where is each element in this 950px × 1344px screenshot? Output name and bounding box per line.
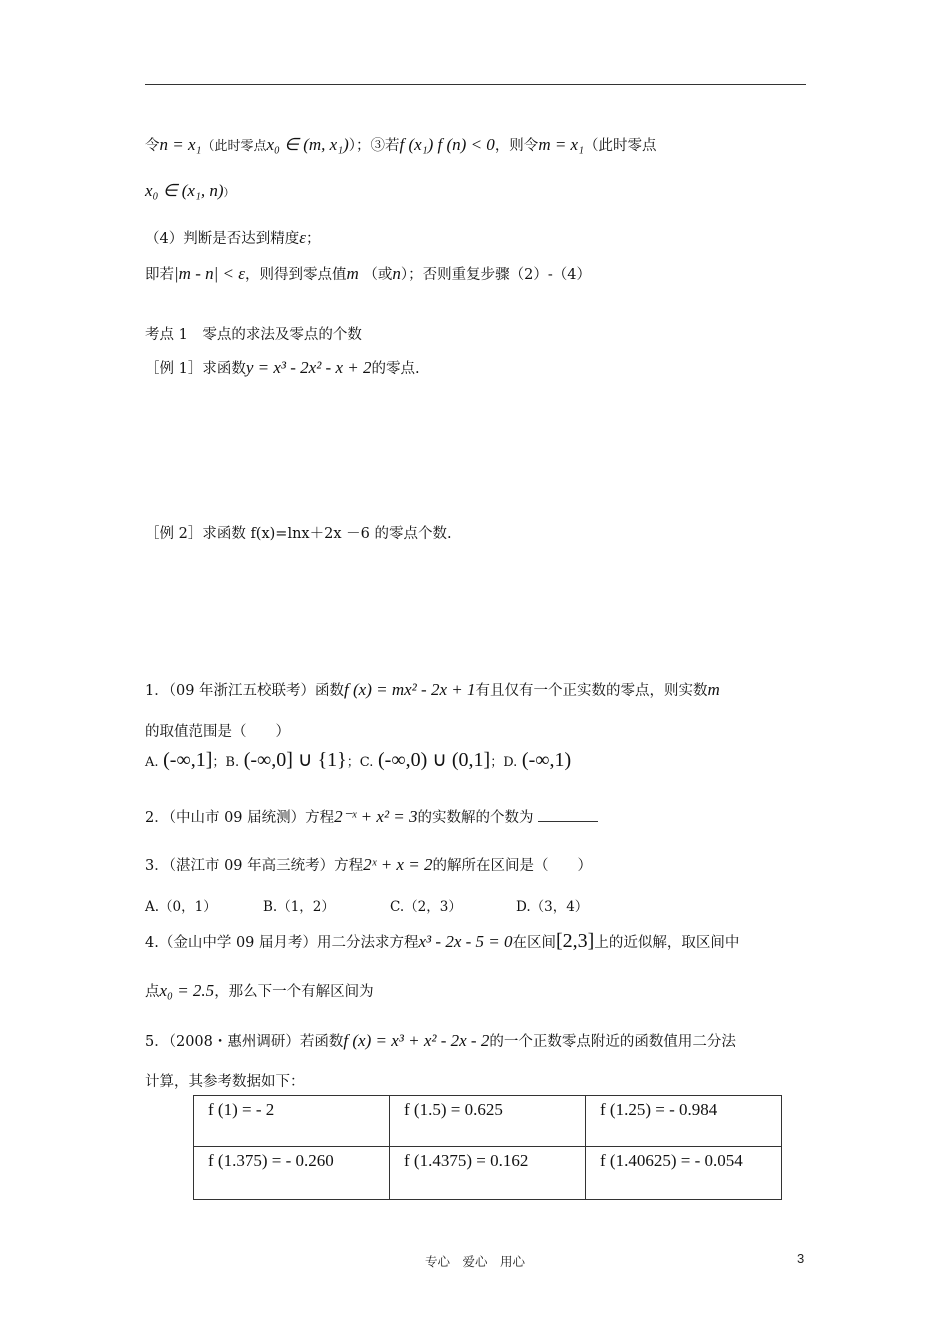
text: ，那么下一个有解区间为 <box>214 984 374 1000</box>
example-1 <box>145 359 420 377</box>
option-d-value: (-∞,1) <box>521 749 572 771</box>
page-footer: 专心 爱心 用心 <box>424 1254 525 1269</box>
question-3-options <box>145 901 588 915</box>
text: 4.（金山中学 09 届月考）用二分法求方程 <box>145 935 419 951</box>
formula-q1: f (x) = mx² - 2x + 1 <box>344 680 476 699</box>
option-a: A.（0，1） <box>145 899 217 915</box>
text: ）；③若 <box>348 138 400 154</box>
text: ，则得到零点值 <box>244 267 347 283</box>
option-a-value: (-∞,1] <box>163 749 213 771</box>
formula-m-eq-x1: m = x₁ <box>538 135 585 154</box>
table-cell: f (1.4375) = 0.162 <box>390 1147 586 1200</box>
option-c: C.（2，3） <box>390 899 462 915</box>
table-cell: f (1.5) = 0.625 <box>390 1096 586 1147</box>
option-label: ；C. <box>346 755 374 770</box>
text: 的实数解的个数为 <box>417 810 534 826</box>
question-1-options <box>145 750 571 770</box>
question-1 <box>145 681 720 699</box>
text: 3．（湛江市 09 年高三统考）方程 <box>145 858 364 874</box>
text: 令 <box>145 138 160 154</box>
bisection-line-2 <box>145 182 235 200</box>
table-row <box>194 1147 782 1200</box>
question-4-line-2 <box>145 982 374 1000</box>
text: 点 <box>145 984 160 1000</box>
table-cell: f (1.25) = - 0.984 <box>586 1096 782 1147</box>
formula-q4: x³ - 2x - 5 = 0 <box>418 932 513 951</box>
option-label: ；D. <box>490 755 518 770</box>
text: 有且仅有一个正实数的零点，则实数 <box>475 683 708 699</box>
text: （或 <box>363 267 393 283</box>
epsilon-symbol: ε <box>299 228 306 247</box>
question-4 <box>145 931 739 951</box>
question-1-line-2: 的取值范围是（ ） <box>145 724 290 740</box>
option-b: B.（1，2） <box>263 899 335 915</box>
question-5-line-2: 计算，其参考数据如下： <box>145 1074 305 1090</box>
text: ，则令 <box>494 138 539 154</box>
text: （此时零点 <box>201 139 267 154</box>
interval: [2,3] <box>556 930 595 952</box>
bisection-step-4 <box>145 229 320 247</box>
m-symbol: m <box>346 264 359 283</box>
formula-product-condition: f (x₁) f (n) < 0 <box>399 135 495 154</box>
formula-example-1: y = x³ - 2x² - x + 2 <box>245 358 372 377</box>
question-2 <box>145 808 598 826</box>
formula-q2: 2⁻ˣ + x² = 3 <box>334 807 418 826</box>
text: ； <box>305 231 321 247</box>
text: 的解所在区间是（ ） <box>432 858 592 874</box>
table-cell: f (1.40625) = - 0.054 <box>586 1147 782 1200</box>
text: 上的近似解，取区间中 <box>594 935 740 951</box>
formula-abs-condition: |m - n| < ε <box>174 264 245 283</box>
table-row <box>194 1096 782 1147</box>
example-2: ［例 2］求函数 f(x)=lnx＋2x －6 的零点个数. <box>145 526 452 542</box>
formula-x0-value: x₀ = 2.5 <box>159 981 215 1000</box>
question-5 <box>145 1032 736 1050</box>
text: 在区间 <box>512 935 556 951</box>
formula-n-eq-x1: n = x₁ <box>159 135 202 154</box>
formula-q3: 2ˣ + x = 2 <box>363 855 433 874</box>
text: ） <box>223 186 235 199</box>
answer-blank <box>538 809 598 822</box>
text: 的一个正数零点附近的函数值用二分法 <box>489 1034 736 1050</box>
text: ［例 1］求函数 <box>145 361 246 377</box>
table-cell: f (1.375) = - 0.260 <box>194 1147 390 1200</box>
text: （4）判断是否达到精度 <box>145 231 300 247</box>
option-b-value: (-∞,0] ∪ {1} <box>243 749 347 771</box>
bisection-line-4 <box>145 265 591 283</box>
question-3 <box>145 856 592 874</box>
text: 5．（2008・惠州调研）若函数 <box>145 1034 344 1050</box>
text: 的零点. <box>371 361 420 377</box>
n-symbol: n <box>392 264 401 283</box>
reference-data-table <box>193 1095 782 1200</box>
formula-q5: f (x) = x³ + x² - 2x - 2 <box>343 1031 490 1050</box>
text: ）；否则重复步骤（2）-（4） <box>400 267 591 283</box>
m-symbol: m <box>707 680 720 699</box>
bisection-line-1 <box>145 136 657 154</box>
text: 2．（中山市 09 届统测）方程 <box>145 810 335 826</box>
text: 即若 <box>145 267 174 283</box>
text: （此时零点 <box>584 138 657 154</box>
formula-x0-interval: x₀ ∈ (m, x₁) <box>266 135 349 154</box>
text: 1．（09 年浙江五校联考）函数 <box>145 683 345 699</box>
option-c-value: (-∞,0) ∪ (0,1] <box>378 749 491 771</box>
header-rule <box>145 84 806 85</box>
table-cell: f (1) = - 2 <box>194 1096 390 1147</box>
section-title: 考点 1 零点的求法及零点的个数 <box>145 327 362 343</box>
option-d: D.（3，4） <box>516 899 589 915</box>
option-label: A. <box>145 755 159 770</box>
page-number: 3 <box>797 1251 805 1266</box>
formula-x0-interval-2: x₀ ∈ (x₁, n) <box>145 181 224 200</box>
option-label: ；B. <box>212 755 240 770</box>
